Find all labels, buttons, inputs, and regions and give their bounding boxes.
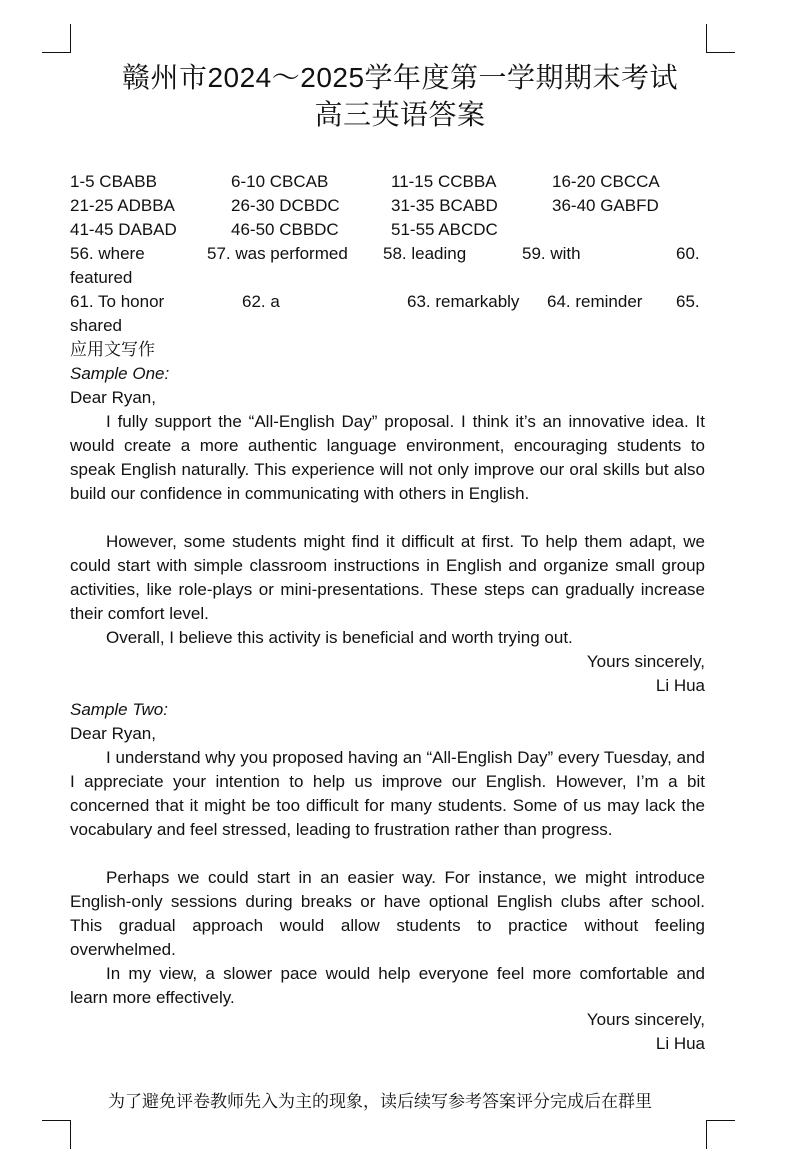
answer-item-wrap: shared [70, 316, 122, 335]
answer-group: 46-50 CBBDC [231, 220, 339, 239]
sample-one-paragraph-2: However, some students might find it difficult at first. To help them adapt, we could start with simple classroom instructions in English and organize small group activities, like role-plays or mini-presentations. These steps can gradually increase their comfort level. [70, 532, 705, 623]
sample-two-paragraph-1: I understand why you proposed having an “All-English Day” every Tuesday, and I appreciate your intention to help us improve our English. However, I’m a bit concerned that it might be too difficult for many students. Some of us may lack the vocabulary and feel stressed, leading to frustration rather than progress. [70, 748, 705, 839]
answer-group: 11-15 CCBBA [391, 172, 497, 191]
answer-item: 62. a [242, 292, 280, 311]
sample-one-greeting: Dear Ryan, [70, 388, 156, 407]
sample-two-closing: Yours sincerely, [586, 1010, 705, 1029]
answer-group: 31-35 BCABD [391, 196, 498, 215]
crop-mark-top-right [706, 24, 735, 53]
answer-group: 41-45 DABAD [70, 220, 177, 239]
answer-group: 51-55 ABCDC [391, 220, 498, 239]
section-heading: 应用文写作 [70, 340, 155, 359]
crop-mark-bottom-left [42, 1120, 71, 1149]
crop-mark-top-left [42, 24, 71, 53]
answer-item: 61. To honor [70, 292, 165, 311]
answer-group: 26-30 DCBDC [231, 196, 340, 215]
answer-group: 1-5 CBABB [70, 172, 157, 191]
sample-one-signature: Li Hua [655, 676, 705, 695]
footer-note: 为了避免评卷教师先入为主的现象，读后续写参考答案评分完成后在群里 [108, 1092, 652, 1111]
page-title: 赣州市2024～2025学年度第一学期期末考试 [121, 62, 679, 93]
answer-item: 59. with [522, 244, 581, 263]
answer-item-wrap: featured [70, 268, 133, 287]
answer-item: 64. reminder [547, 292, 643, 311]
answer-group: 16-20 CBCCA [552, 172, 660, 191]
sample-one-closing: Yours sincerely, [586, 652, 705, 671]
sample-one-label: Sample One: [70, 364, 170, 383]
answer-item: 60. [676, 244, 700, 263]
sample-two-paragraph-2: Perhaps we could start in an easier way. For instance, we might introduce English-only sessions during breaks or have optional English clubs after school. This gradual approach would allow students to practice without feeling overwhelmed. [70, 868, 705, 959]
answer-group: 36-40 GABFD [552, 196, 659, 215]
answer-group: 6-10 CBCAB [231, 172, 329, 191]
sample-two-greeting: Dear Ryan, [70, 724, 156, 743]
answer-item: 65. [676, 292, 700, 311]
sample-two-paragraph-3: In my view, a slower pace would help everyone feel more comfortable and learn more effectively. [70, 964, 705, 1007]
answer-item: 56. where [70, 244, 145, 263]
answer-item: 57. was performed [207, 244, 348, 263]
answer-item: 58. leading [383, 244, 467, 263]
sample-two-label: Sample Two: [70, 700, 168, 719]
page-subtitle: 高三英语答案 [314, 99, 486, 130]
sample-one-paragraph-3: Overall, I believe this activity is beneficial and worth trying out. [106, 628, 573, 647]
sample-one-paragraph-1: I fully support the “All-English Day” proposal. I think it’s an innovative idea. It would create a more authentic language environment, encouraging students to speak English naturally. This experience will not only improve our oral skills but also build our confidence in communicating with others in English. [70, 412, 705, 503]
sample-two-signature: Li Hua [655, 1034, 705, 1053]
answer-group: 21-25 ADBBA [70, 196, 175, 215]
crop-mark-bottom-right [706, 1120, 735, 1149]
answer-item: 63. remarkably [407, 292, 520, 311]
